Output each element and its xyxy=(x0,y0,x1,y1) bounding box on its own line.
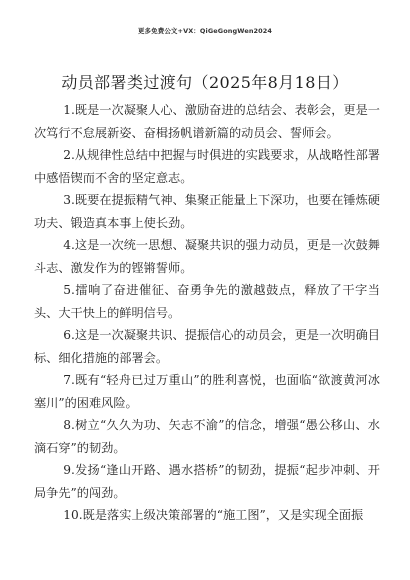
document-body xyxy=(34,99,380,527)
paragraph: 4.这是一次统一思想、凝聚共识的强力动员，更是一次鼓舞斗志、激发作为的铿锵誓师。 xyxy=(34,238,380,275)
paragraph: 2.从规律性总结中把握与时俱进的实践要求，从战略性部署中感悟锲而不舍的坚定意志。 xyxy=(34,148,380,185)
document-title: 动员部署类过渡句（2025年8月18日） xyxy=(61,73,349,92)
paragraph: 3.既要在提振精气神、集聚正能量上下深功，也要在锤炼硬功夫、锻造真本事上使长劲。 xyxy=(34,193,380,230)
header-note: 更多免费公文+VX：QiGeGongWen2024 xyxy=(137,27,273,35)
paragraph: 9.发扬“逢山开路、遇水搭桥”的韧劲，提振“起步冲刺、开局争先”的闯劲。 xyxy=(34,463,380,500)
paragraph: 5.擂响了奋进催征、奋勇争先的激越鼓点，释放了干字当头、大干快上的鲜明信号。 xyxy=(34,283,380,320)
paragraph: 8.树立“久久为功、矢志不渝”的信念，增强“愚公移山、水滴石穿”的韧劲。 xyxy=(34,418,380,455)
paragraph: 10.既是落实上级决策部署的“施工图”，又是实现全面振 xyxy=(63,508,364,522)
paragraph: 1.既是一次凝聚人心、激励奋进的总结会、表彰会，更是一次笃行不怠展新姿、奋楫扬帆谱新篇的动员会、誓师会。 xyxy=(34,103,380,140)
paragraph: 6.这是一次凝聚共识、提振信心的动员会，更是一次明确目标、细化措施的部署会。 xyxy=(34,328,380,365)
paragraph: 7.既有“轻舟已过万重山”的胜利喜悦，也面临“欲渡黄河冰塞川”的困难风险。 xyxy=(34,373,380,410)
